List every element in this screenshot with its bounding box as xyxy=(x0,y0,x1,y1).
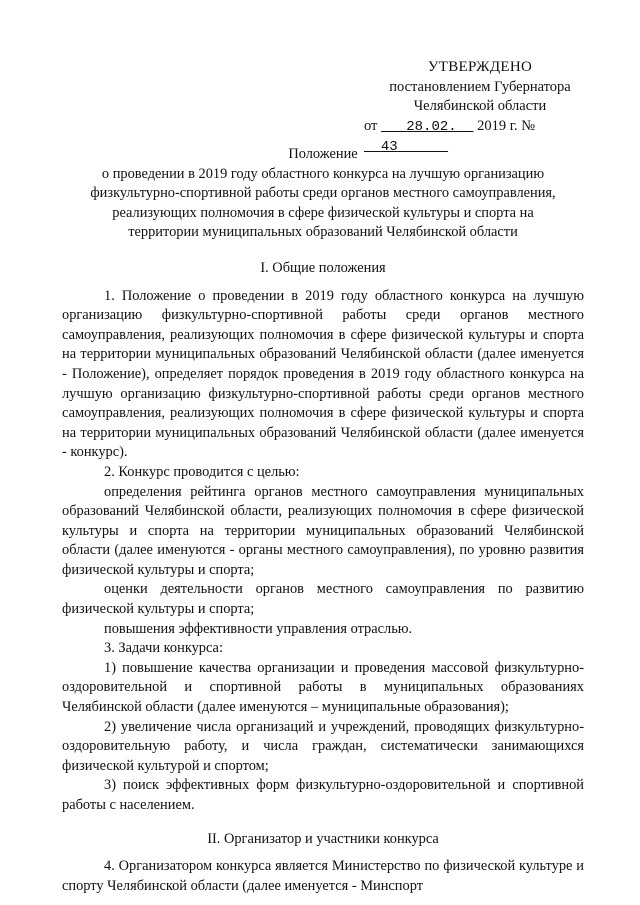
section-1-heading: I. Общие положения xyxy=(260,259,386,276)
title-line-3: реализующих полномочия в сфере физической культуры и спорта на xyxy=(112,204,534,221)
section-2-heading: II. Организатор и участники конкурса xyxy=(207,830,439,847)
approval-number: 43 xyxy=(380,139,398,155)
paragraph-5: повышения эффективности управления отраслью. xyxy=(104,620,413,637)
paragraph-1: 1. Положение о проведении в 2019 году областного конкурса на лучшую организацию физкультурно-спортивной работы среди органов местного самоуправления, реализующих полномочия в сфере физической культуры и спорта на территории муниципальных образований Челябинской области (далее именуется - Положение), определяет порядок проведения в 2019 году областного конкурса на лучшую организацию физкультурно-спортивной работы среди органов местного самоуправления, реализующих полномочия в сфере физической культуры и спорта на территории муниципальных образований Челябинской области (далее именуется - конкурс). xyxy=(62,287,584,461)
paragraph-9: 3) поиск эффективных форм физкультурно-оздоровительной и спортивной работы с населением. xyxy=(62,777,584,813)
approval-stamp xyxy=(360,58,600,158)
year-suffix: 2019 г. № xyxy=(477,117,536,134)
document-title xyxy=(62,145,584,243)
paragraph-2: 2. Конкурс проводится с целью: xyxy=(104,463,300,480)
approval-line-1: постановлением Губернатора xyxy=(389,78,571,95)
title-line-2: физкультурно-спортивной работы среди органов местного самоуправления, xyxy=(90,185,556,202)
paragraph-7: 1) повышение качества организации и проведения массовой физкультурно-оздоровительной и спортивной работы в муниципальных образованиях Челябинской области (далее именуются – муниципальные образования); xyxy=(62,659,584,716)
approval-date: 28.02. xyxy=(406,118,457,135)
approval-heading: УТВЕРЖДЕНО xyxy=(427,59,533,75)
paragraph-10: 4. Организатором конкурса является Министерство по физической культуре и спорту Челябинской области (далее именуется - Минспорт xyxy=(62,858,584,894)
document-body xyxy=(62,145,584,896)
date-prefix: от xyxy=(364,117,378,134)
paragraph-6: 3. Задачи конкурса: xyxy=(104,640,223,657)
approval-line-2: Челябинской области xyxy=(413,98,547,114)
paragraph-8: 2) увеличение числа организаций и учреждений, проводящих физкультурно-оздоровительную работу, и числа граждан, систематически занимающихся физической культурой и спортом; xyxy=(62,718,584,774)
title-line-1: о проведении в 2019 году областного конкурса на лучшую организацию xyxy=(101,165,545,182)
title-line-4: территории муниципальных образований Челябинской области xyxy=(128,224,518,241)
title-word: Положение xyxy=(288,146,358,162)
paragraph-4: оценки деятельности органов местного самоуправления по развитию физической культуры и спорта; xyxy=(62,581,584,618)
paragraph-3: определения рейтинга органов местного самоуправления муниципальных образований Челябинской области, реализующих полномочия в сфере физической культуры и спорта на территории муниципальных образований Челябинской области (далее именуются - органы местного самоуправления), по уровню развития физической культуры и спорта; xyxy=(62,483,584,578)
